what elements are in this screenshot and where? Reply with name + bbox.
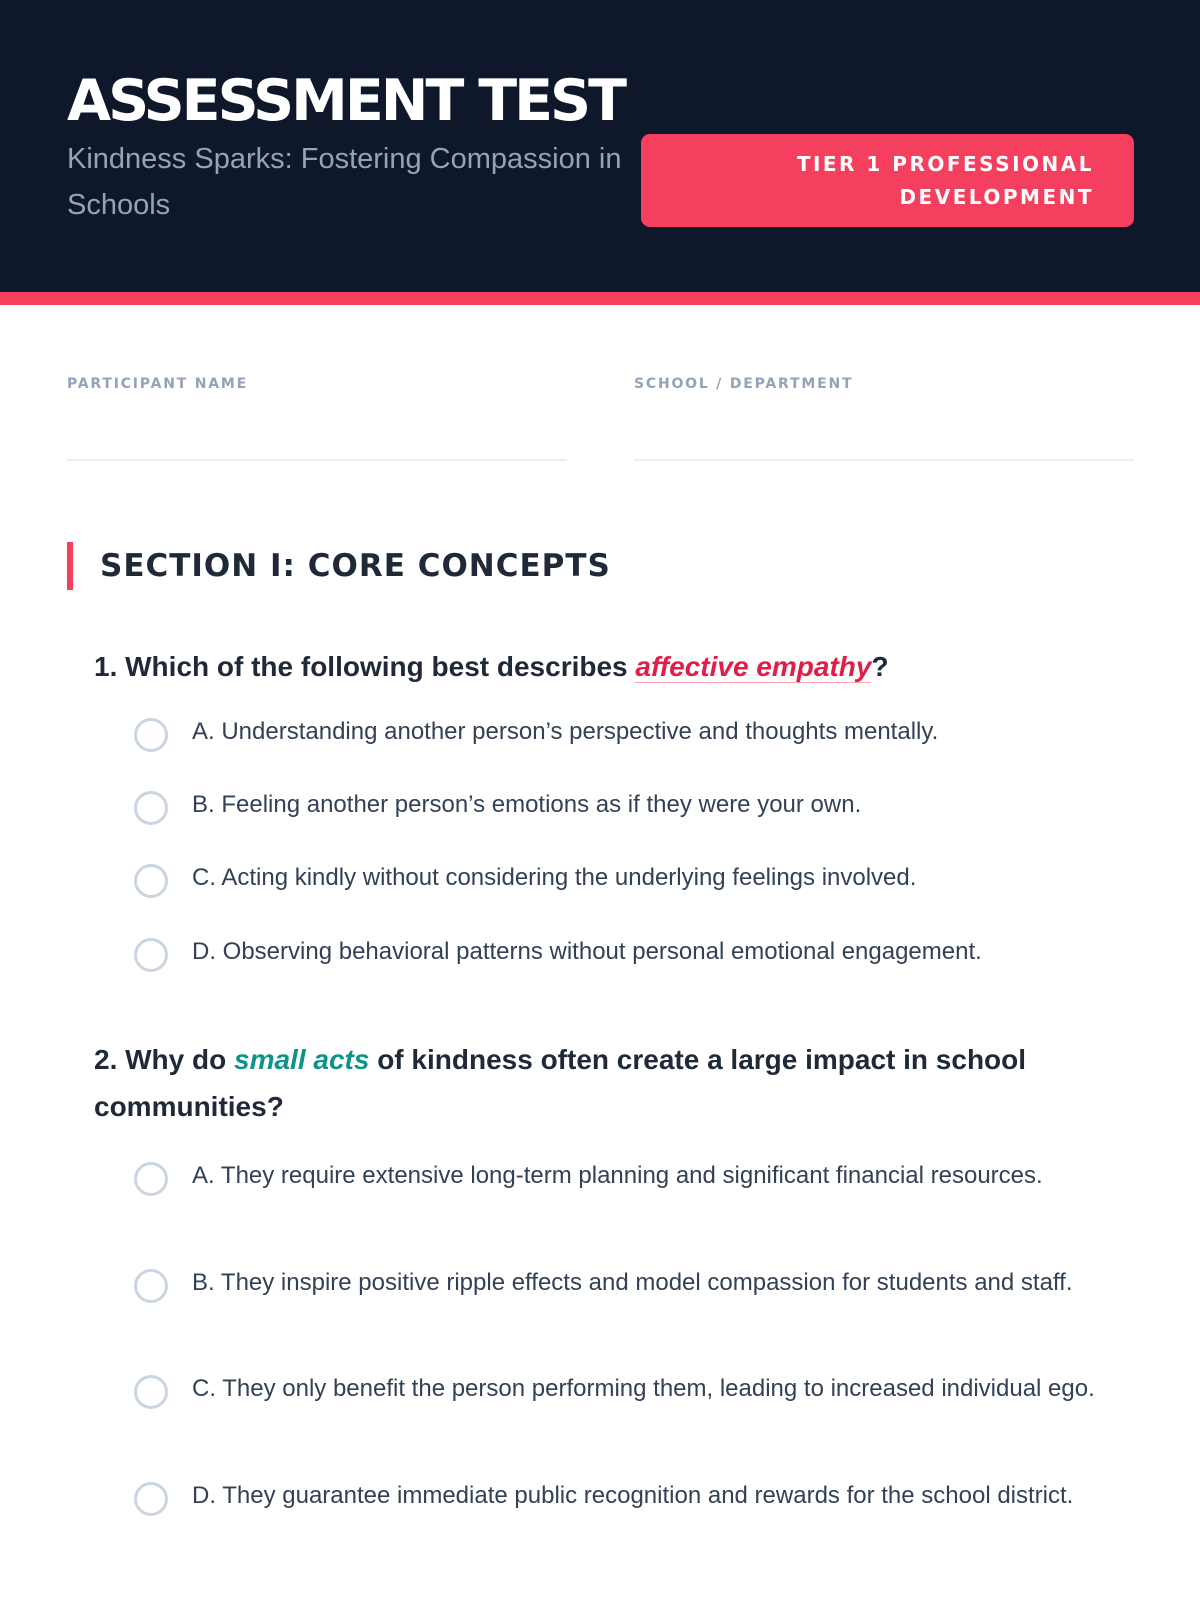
- badge-line-2: DEVELOPMENT: [899, 185, 1094, 209]
- radio-button[interactable]: [134, 864, 168, 898]
- option-label: C. They only benefit the person performing them, leading to increased individual ego.: [192, 1375, 1095, 1402]
- option-label: D. Observing behavioral patterns without personal emotional engagement.: [192, 938, 982, 965]
- tier-badge: [641, 134, 1134, 227]
- question-2-text-after: of kindness often create a large impact in school communities?: [94, 1044, 1027, 1122]
- page-subtitle: Kindness Sparks: Fostering Compassion in Schools: [67, 143, 622, 221]
- radio-button[interactable]: [134, 791, 168, 825]
- participant-name-label: PARTICIPANT NAME: [67, 376, 249, 392]
- question-2-highlight: small acts: [234, 1044, 370, 1075]
- participant-fields: [67, 373, 1134, 463]
- radio-button[interactable]: [134, 1482, 168, 1516]
- radio-button[interactable]: [134, 1375, 168, 1409]
- option-label: A. Understanding another person’s perspective and thoughts mentally.: [192, 718, 939, 745]
- question-2: [94, 1036, 1095, 1509]
- option-label: D. They guarantee immediate public recognition and rewards for the school district.: [192, 1482, 1074, 1509]
- radio-button[interactable]: [134, 1162, 168, 1196]
- question-1: [94, 643, 1094, 965]
- option-label: B. They inspire positive ripple effects and model compassion for students and staff.: [192, 1269, 1073, 1296]
- section-accent-bar: [67, 542, 73, 590]
- option-label: A. They require extensive long-term planning and significant financial resources.: [192, 1162, 1043, 1189]
- question-1-text: [94, 643, 1094, 690]
- question-1-text-after: ?: [871, 651, 889, 682]
- badge-line-1: TIER 1 PROFESSIONAL: [796, 152, 1094, 176]
- radio-button[interactable]: [134, 718, 168, 752]
- question-1-text-before: 1. Which of the following best describes: [94, 651, 636, 682]
- school-department-input-line[interactable]: [634, 459, 1134, 461]
- page-title: ASSESSMENT TEST: [67, 68, 624, 134]
- question-1-highlight: affective empathy: [635, 651, 872, 682]
- section-title: SECTION I: CORE CONCEPTS: [100, 548, 611, 584]
- school-department-field[interactable]: [634, 373, 1134, 395]
- option-label: C. Acting kindly without considering the underlying feelings involved.: [192, 864, 917, 891]
- participant-name-field[interactable]: [67, 373, 567, 395]
- radio-button[interactable]: [134, 1269, 168, 1303]
- question-2-text-before: 2. Why do: [94, 1044, 234, 1075]
- question-2-text: [94, 1036, 1094, 1130]
- option-label: B. Feeling another person’s emotions as if they were your own.: [192, 791, 862, 818]
- school-department-label: SCHOOL / DEPARTMENT: [634, 376, 854, 392]
- page-header: [0, 0, 1200, 305]
- participant-name-input-line[interactable]: [67, 459, 567, 461]
- radio-button[interactable]: [134, 938, 168, 972]
